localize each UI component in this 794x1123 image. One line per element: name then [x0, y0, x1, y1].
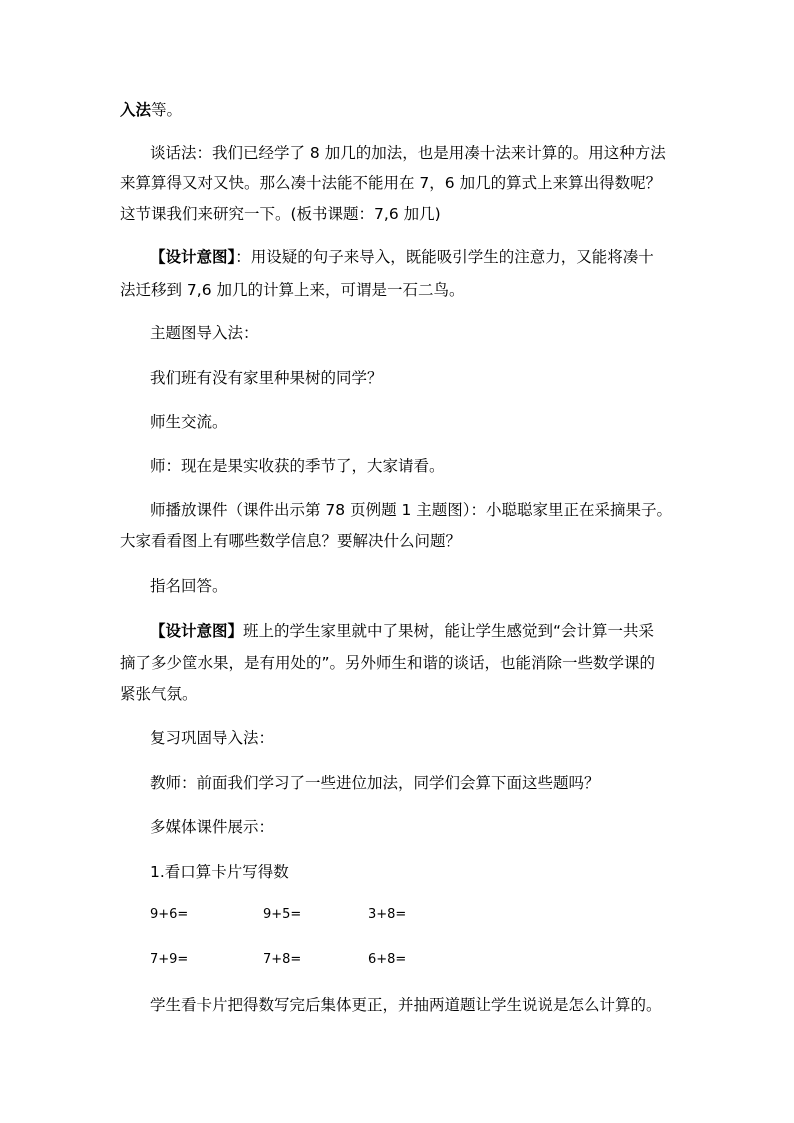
review-method-task: 1.看口算卡片写得数 — [150, 863, 289, 881]
review-method-teacher: 教师：前面我们学习了一些进位加法，同学们会算下面这些题吗？ — [150, 774, 600, 792]
theme-method-question: 我们班有没有家里种果树的同学？ — [150, 369, 383, 387]
design-intent-1-text: ：用设疑的句子来导入，既能吸引学生的注意力，又能将凑十 — [235, 248, 654, 266]
review-method-closing: 学生看卡片把得数写完后集体更正，并抽两道题让学生说说是怎么计算的。 — [150, 996, 662, 1014]
math-card: 9+6= — [150, 907, 189, 922]
design-intent-2-text: 班上的学生家里就中了果树，能让学生感觉到“会计算一共采 — [243, 622, 655, 640]
design-intent-2-line-1 — [150, 620, 720, 642]
math-card: 7+8= — [263, 952, 302, 967]
theme-method-play-line-2: 大家看看图上有哪些数学信息？要解决什么问题？ — [120, 532, 462, 550]
intro-tail-bold: 入法 — [120, 101, 152, 119]
theme-method-play-line-1: 师播放课件（课件出示第 78 页例题 1 主题图）：小聪聪家里正在采摘果子。 — [150, 501, 673, 519]
design-intent-2-line-3: 紧张气氛。 — [120, 685, 198, 703]
design-intent-label: 【设计意图】 — [150, 248, 236, 266]
design-intent-1-line-1 — [150, 246, 720, 268]
talk-method-line-1: 谈话法：我们已经学了 8 加几的加法，也是用凑十法来计算的。用这种方法 — [150, 144, 666, 162]
design-intent-1-line-2: 法迁移到 7,6 加几的计算上来，可谓是一石二鸟。 — [120, 281, 465, 299]
design-intent-label: 【设计意图】 — [150, 622, 244, 640]
talk-method-line-3: 这节课我们来研究一下。(板书课题：7,6 加几) — [120, 205, 441, 223]
intro-tail — [120, 99, 690, 121]
math-card: 9+5= — [263, 907, 302, 922]
theme-method-title: 主题图导入法： — [150, 324, 259, 342]
math-card: 7+9= — [150, 952, 189, 967]
review-method-media: 多媒体课件展示： — [150, 818, 275, 836]
math-card: 3+8= — [368, 907, 407, 922]
theme-method-answer: 指名回答。 — [150, 577, 228, 595]
math-card: 6+8= — [368, 952, 407, 967]
talk-method-line-2: 来算算得又对又快。那么凑十法能不能用在 7，6 加几的算式上来算出得数呢？ — [120, 174, 662, 192]
theme-method-teacher: 师：现在是果实收获的季节了，大家请看。 — [150, 457, 445, 475]
design-intent-2-line-2: 摘了多少筐水果，是有用处的”。另外师生和谐的谈话，也能消除一些数学课的 — [120, 654, 656, 672]
review-method-title: 复习巩固导入法： — [150, 729, 275, 747]
intro-tail-rest: 等。 — [151, 101, 183, 119]
theme-method-exchange: 师生交流。 — [150, 413, 228, 431]
